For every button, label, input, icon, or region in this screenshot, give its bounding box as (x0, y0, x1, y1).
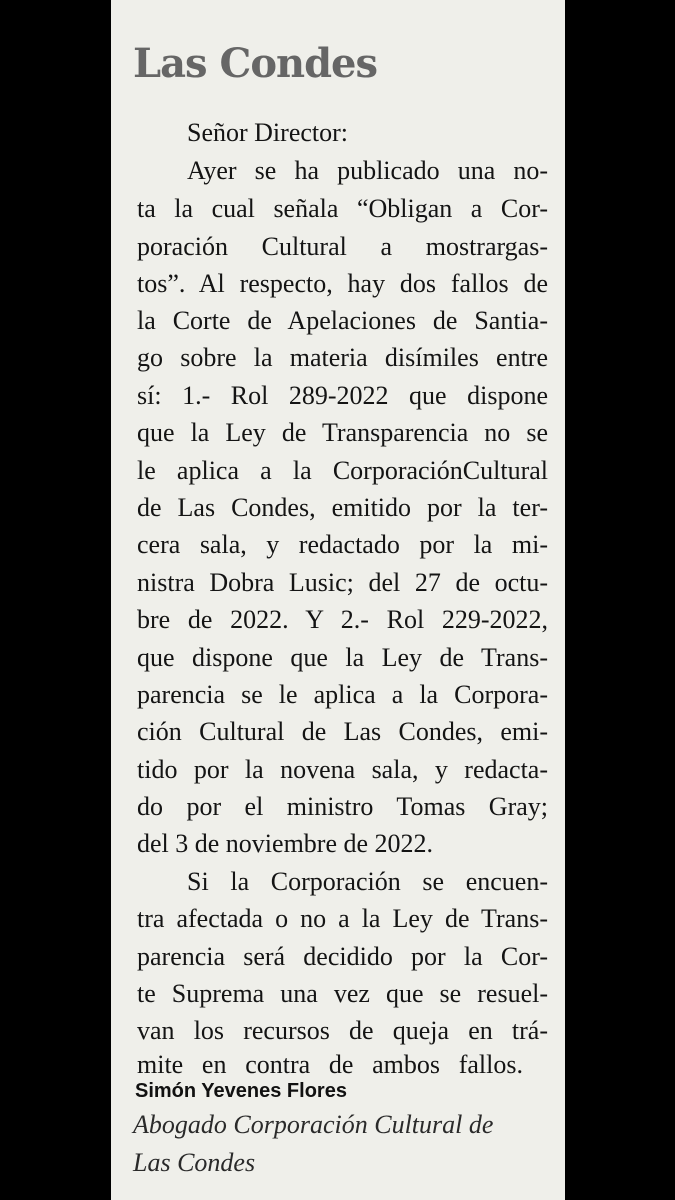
body-line: que dispone que la Ley de Trans- (137, 643, 548, 672)
body-line: tos”. Al respecto, hay dos fallos de (137, 269, 548, 298)
body-line: sí: 1.- Rol 289-2022 que dispone (137, 381, 548, 410)
body-line: parencia se le aplica a la Corpora- (137, 680, 548, 709)
body-line: do por el ministro Tomas Gray; (137, 792, 548, 821)
body-line: mite en contra de ambos fallos. (137, 1050, 523, 1079)
body-line: Si la Corporación se encuen- (187, 867, 548, 896)
body-line: de Las Condes, emitido por la ter- (137, 493, 548, 522)
body-line: del 3 de noviembre de 2022. (137, 829, 434, 858)
newspaper-clipping (111, 0, 565, 1200)
body-line: bre de 2022. Y 2.- Rol 229-2022, (137, 605, 548, 634)
body-line: Ayer se ha publicado una no- (187, 156, 548, 185)
salutation: Señor Director: (187, 118, 349, 147)
body-line: que la Ley de Transparencia no se (137, 418, 548, 447)
body-line: tra afectada o no a la Ley de Trans- (137, 904, 548, 933)
body-line: tido por la novena sala, y redacta- (137, 755, 548, 784)
body-line: ta la cual señala “Obligan a Cor- (137, 194, 548, 223)
author-role: Abogado Corporación Cultural de (133, 1110, 494, 1139)
headline: Las Condes (133, 40, 378, 87)
body-line: van los recursos de queja en trá- (137, 1016, 548, 1045)
author-name: Simón Yevenes Flores (135, 1080, 347, 1102)
body-line: te Suprema una vez que se resuel- (137, 979, 548, 1008)
body-line: go sobre la materia disímiles entre (137, 343, 548, 372)
body-line: le aplica a la CorporaciónCultural (137, 456, 548, 485)
body-line: poración Cultural a mostrargas- (137, 232, 548, 261)
author-role: Las Condes (133, 1148, 256, 1177)
body-line: nistra Dobra Lusic; del 27 de octu- (137, 568, 548, 597)
body-line: cera sala, y redactado por la mi- (137, 530, 548, 559)
body-line: la Corte de Apelaciones de Santia- (137, 306, 548, 335)
body-line: ción Cultural de Las Condes, emi- (137, 717, 548, 746)
body-line: parencia será decidido por la Cor- (137, 942, 548, 971)
